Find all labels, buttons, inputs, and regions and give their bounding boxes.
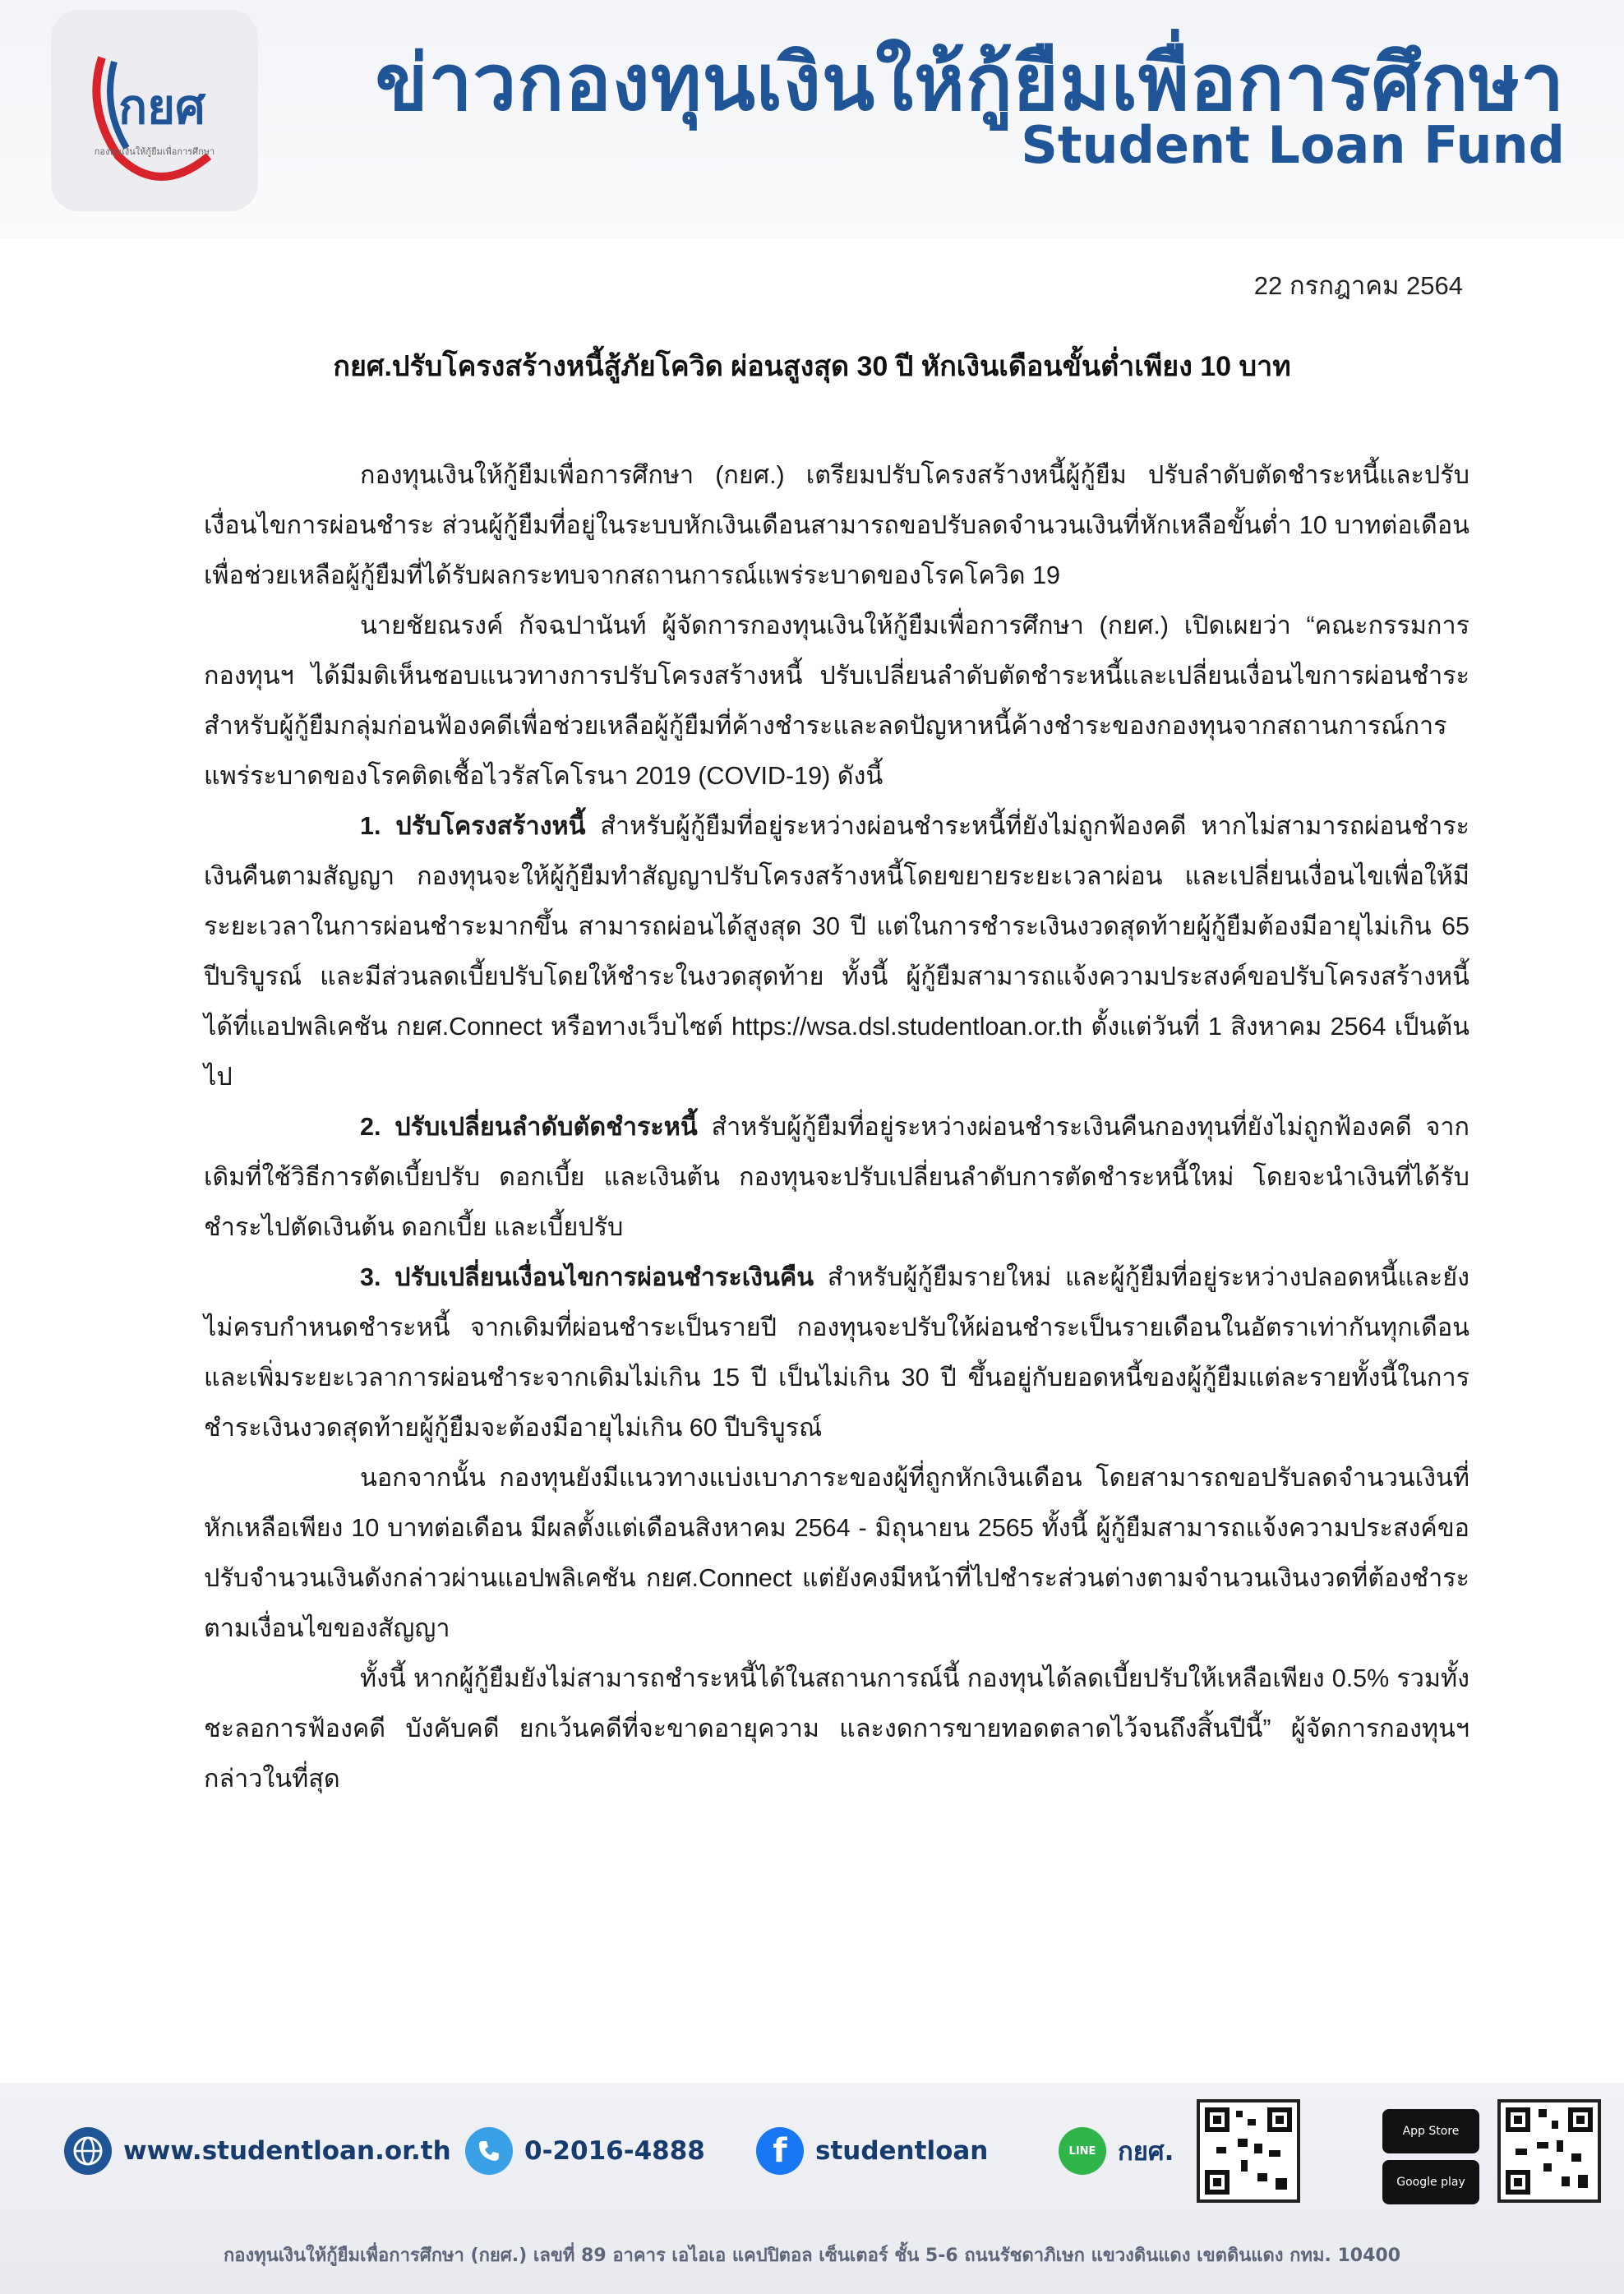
paragraph-closing: ทั้งนี้ หากผู้กู้ยืมยังไม่สามารถชำระหนี้ได้ในสถานการณ์นี้ กองทุนได้ลดเบี้ยปรับให้เหลือเพียง 0.5% รวมทั้งชะลอการฟ้องคดี บังคับคดี ยกเว้นคดีที่จะขาดอายุความ และงดการขายทอดตลาดไว้จนถึงสิ้นปีนี้” ผู้จัดการกองทุนฯ กล่าวในที่สุด [204, 1664, 1469, 1793]
item-1-text: สำหรับผู้กู้ยืมที่อยู่ระหว่างผ่อนชำระหนี้ที่ยังไม่ถูกฟ้องคดี หากไม่สามารถผ่อนชำระเงินคืนตามสัญญา กองทุนจะให้ผู้กู้ยืมทำสัญญาปรับโครงสร้างหนี้โดยขยายระยะเวลาผ่อน และเปลี่ยนเงื่อนไขเพื่อให้มีระยะเวลาในการผ่อนชำระมากขึ้น สามารถผ่อนได้สูงสุด 30 ปี แต่ในการชำระเงินงวดสุดท้ายผู้กู้ยืมต้องมีอายุไม่เกิน 65 ปีบริบูรณ์ และมีส่วนลดเบี้ยปรับโดยให้ชำระในงวดสุดท้าย ทั้งนี้ ผู้กู้ยืมสามารถแจ้งความประสงค์ขอปรับโครงสร้างหนี้ได้ที่แอปพลิเคชัน กยศ.Connect หรือทางเว็บไซต์ https://wsa.dsl.studentloan.or.th ตั้งแต่วันที่ 1 สิงหาคม 2564 เป็นต้นไป [204, 812, 1469, 1091]
item-2-text: สำหรับผู้กู้ยืมที่อยู่ระหว่างผ่อนชำระเงินคืนกองทุนที่ยังไม่ถูกฟ้องคดี จากเดิมที่ใช้วิธีการตัดเบี้ยปรับ ดอกเบี้ย และเงินต้น กองทุนจะปรับเปลี่ยนลำดับการตัดชำระหนี้ใหม่ โดยจะนำเงินที่ได้รับชำระไปตัดเงินต้น ดอกเบี้ย และเบี้ยปรับ [204, 1113, 1469, 1241]
page-subtitle: Student Loan Fund [1021, 115, 1565, 175]
publish-date: 22 กรกฎาคม 2564 [1253, 271, 1463, 300]
footer-address: กองทุนเงินให้กู้ยืมเพื่อการศึกษา (กยศ.) เลขที่ 89 อาคาร เอไอเอ แคปปิตอล เซ็นเตอร์ ชั้น 5-6 ถนนรัชดาภิเษก แขวงดินแดง เขตดินแดง กทม. 10400 [223, 2246, 1401, 2266]
kyos-logo-icon [69, 33, 240, 189]
phone-icon [465, 2127, 513, 2175]
footer-website[interactable] [64, 2127, 451, 2175]
paragraph-intro: กองทุนเงินให้กู้ยืมเพื่อการศึกษา (กยศ.) เตรียมปรับโครงสร้างหนี้ผู้กู้ยืม ปรับลำดับตัดชำระหนี้และปรับเงื่อนไขการผ่อนชำระ ส่วนผู้กู้ยืมที่อยู่ในระบบหักเงินเดือนสามารถขอปรับลดจำนวนเงินที่หักเหลือขั้นต่ำ 10 บาทต่อเดือน เพื่อช่วยเหลือผู้กู้ยืมที่ได้รับผลกระทบจากสถานการณ์แพร่ระบาดของโรคโควิด 19 [204, 461, 1469, 589]
footer-line[interactable] [1059, 2127, 1174, 2175]
phone-number[interactable]: 0-2016-4888 [524, 2136, 705, 2166]
line-handle[interactable]: กยศ. [1118, 2137, 1174, 2167]
logo-text: กยศ [118, 79, 205, 135]
line-icon: LINE [1059, 2127, 1106, 2175]
paragraph-item-2 [204, 1102, 1469, 1253]
globe-icon [64, 2127, 112, 2175]
item-3-title: 3. ปรับเปลี่ยนเงื่อนไขการผ่อนชำระเงินคืน [360, 1263, 814, 1291]
paragraph-item-3 [204, 1253, 1469, 1453]
footer-facebook[interactable] [756, 2127, 988, 2175]
page-title: ข่าวกองทุนเงินให้กู้ยืมเพื่อการศึกษา [375, 39, 1565, 128]
website-link[interactable]: www.studentloan.or.th [123, 2136, 451, 2166]
logo [51, 10, 258, 211]
qr-code-icon[interactable] [1197, 2099, 1300, 2203]
item-2-title: 2. ปรับเปลี่ยนลำดับตัดชำระหนี้ [360, 1113, 698, 1141]
facebook-handle[interactable]: studentloan [815, 2136, 989, 2166]
footer-phone[interactable] [465, 2127, 705, 2175]
article-body [204, 450, 1469, 1804]
headline: กยศ.ปรับโครงสร้างหนี้สู้ภัยโควิด ผ่อนสูงสุด 30 ปี หักเงินเดือนขั้นต่ำเพียง 10 บาท [333, 351, 1291, 382]
item-1-title: 1. ปรับโครงสร้างหนี้ [360, 812, 586, 840]
page-footer [0, 2083, 1624, 2294]
item-3-text: สำหรับผู้กู้ยืมรายใหม่ และผู้กู้ยืมที่อยู่ระหว่างปลอดหนี้และยังไม่ครบกำหนดชำระหนี้ จากเดิมที่ผ่อนชำระเป็นรายปี กองทุนจะปรับให้ผ่อนชำระเป็นรายเดือนในอัตราเท่ากันทุกเดือนและเพิ่มระยะเวลาการผ่อนชำระจากเดิมไม่เกิน 15 ปี เป็นไม่เกิน 30 ปี ขึ้นอยู่กับยอดหนี้ของผู้กู้ยืมแต่ละรายทั้งนี้ในการชำระเงินงวดสุดท้ายผู้กู้ยืมจะต้องมีอายุไม่เกิน 60 ปีบริบูรณ์ [204, 1263, 1469, 1442]
page-header [0, 0, 1624, 238]
logo-caption: กองทุนเงินให้กู้ยืมเพื่อการศึกษา [94, 146, 215, 157]
app-qr-code-icon[interactable] [1497, 2099, 1601, 2203]
paragraph-item-1 [204, 801, 1469, 1102]
paragraph-quote: นายชัยณรงค์ กัจฉปานันท์ ผู้จัดการกองทุนเงินให้กู้ยืมเพื่อการศึกษา (กยศ.) เปิดเผยว่า “คณะกรรมการกองทุนฯ ได้มีมติเห็นชอบแนวทางการปรับโครงสร้างหนี้ ปรับเปลี่ยนลำดับตัดชำระหนี้และเปลี่ยนเงื่อนไขการผ่อนชำระสำหรับผู้กู้ยืมกลุ่มก่อนฟ้องคดีเพื่อช่วยเหลือผู้กู้ยืมที่ค้างชำระและลดปัญหาหนี้ค้างชำระของกองทุนจากสถานการณ์การแพร่ระบาดของโรคติดเชื้อไวรัสโคโรนา 2019 (COVID-19) ดังนี้ [204, 612, 1469, 790]
paragraph-salary: นอกจากนั้น กองทุนยังมีแนวทางแบ่งเบาภาระของผู้ที่ถูกหักเงินเดือน โดยสามารถขอปรับลดจำนวนเงินที่หักเหลือเพียง 10 บาทต่อเดือน มีผลตั้งแต่เดือนสิงหาคม 2564 - มิถุนายน 2565 ทั้งนี้ ผู้กู้ยืมสามารถแจ้งความประสงค์ขอปรับจำนวนเงินดังกล่าวผ่านแอปพลิเคชัน กยศ.Connect แต่ยังคงมีหน้าที่ไปชำระส่วนต่างตามจำนวนเงินงวดที่ต้องชำระตามเงื่อนไขของสัญญา [204, 1464, 1469, 1642]
app-store-badge[interactable]: App Store [1382, 2109, 1479, 2153]
facebook-icon: f [756, 2127, 804, 2175]
google-play-badge[interactable]: Google play [1382, 2160, 1479, 2204]
